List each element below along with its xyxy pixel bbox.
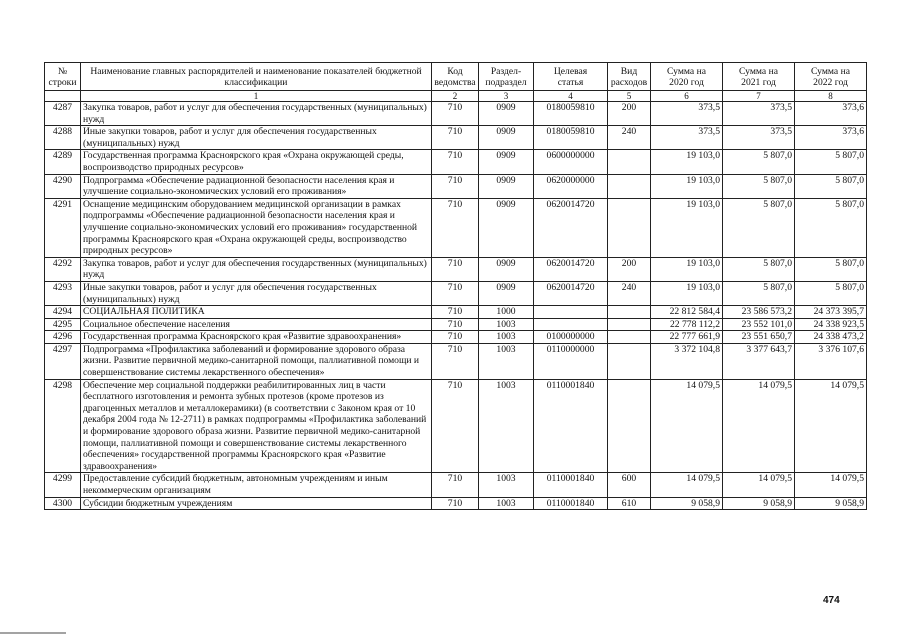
table-row [45, 174, 867, 198]
header-expense-kind: Вид расходов [608, 63, 651, 91]
row-sum-2022: 373,6 [795, 126, 867, 150]
row-expense-kind [608, 174, 651, 198]
row-section: 0909 [479, 102, 534, 126]
row-sum-2021: 3 377 643,7 [723, 343, 795, 379]
row-target-article: 0600000000 [534, 150, 608, 174]
row-expense-kind [608, 343, 651, 379]
row-sum-2022: 14 079,5 [795, 379, 867, 473]
row-section: 0909 [479, 198, 534, 257]
column-index: 6 [651, 91, 723, 102]
row-dept-code: 710 [432, 379, 479, 473]
row-sum-2021: 5 807,0 [723, 198, 795, 257]
row-sum-2021: 14 079,5 [723, 379, 795, 473]
row-sum-2021: 5 807,0 [723, 281, 795, 305]
row-target-article: 0620000000 [534, 174, 608, 198]
header-row-no: № строки [45, 63, 81, 91]
row-sum-2020: 19 103,0 [651, 257, 723, 281]
row-expense-kind: 600 [608, 473, 651, 497]
row-expense-kind: 240 [608, 126, 651, 150]
row-sum-2020: 373,5 [651, 102, 723, 126]
row-section: 1003 [479, 343, 534, 379]
row-dept-code: 710 [432, 102, 479, 126]
row-number: 4299 [45, 473, 81, 497]
row-expense-kind [608, 150, 651, 174]
header-dept-code: Код ведомства [432, 63, 479, 91]
table-row [45, 473, 867, 497]
row-name: Подпрограмма «Обеспечение радиационной безопасности населения края и улучшение социально-экономических условий его проживания» [81, 174, 432, 198]
row-sum-2020: 22 778 112,2 [651, 318, 723, 331]
row-target-article: 0110000000 [534, 343, 608, 379]
row-sum-2022: 9 058,9 [795, 497, 867, 510]
row-name: Подпрограмма «Профилактика заболеваний и формирование здорового образа жизни. Развитие первичной медико-санитарной помощи, паллиативной помощи и совершенствование системы лекарственного обеспечения» [81, 343, 432, 379]
row-sum-2020: 14 079,5 [651, 473, 723, 497]
row-dept-code: 710 [432, 281, 479, 305]
row-sum-2021: 373,5 [723, 102, 795, 126]
row-section: 0909 [479, 257, 534, 281]
row-sum-2020: 22 777 661,9 [651, 331, 723, 344]
header-sum-2022: Сумма на 2022 год [795, 63, 867, 91]
header-name: Наименование главных распорядителей и наименование показателей бюджетной классификации [81, 63, 432, 91]
row-section: 1000 [479, 306, 534, 319]
row-sum-2022: 373,6 [795, 102, 867, 126]
header-section: Раздел- подраздел [479, 63, 534, 91]
row-sum-2020: 19 103,0 [651, 281, 723, 305]
row-expense-kind: 240 [608, 281, 651, 305]
page-number: 474 [823, 595, 840, 606]
row-dept-code: 710 [432, 331, 479, 344]
row-dept-code: 710 [432, 198, 479, 257]
row-dept-code: 710 [432, 174, 479, 198]
row-name: Государственная программа Красноярского края «Охрана окружающей среды, воспроизводство природных ресурсов» [81, 150, 432, 174]
row-sum-2021: 14 079,5 [723, 473, 795, 497]
row-sum-2020: 19 103,0 [651, 150, 723, 174]
row-sum-2022: 5 807,0 [795, 150, 867, 174]
row-target-article: 0110001840 [534, 497, 608, 510]
header-target-article: Целевая статья [534, 63, 608, 91]
row-section: 0909 [479, 281, 534, 305]
row-sum-2022: 24 338 923,5 [795, 318, 867, 331]
table-row [45, 497, 867, 510]
row-expense-kind: 200 [608, 102, 651, 126]
row-section: 1003 [479, 473, 534, 497]
row-name: Иные закупки товаров, работ и услуг для обеспечения государственных (муниципальных) нужд [81, 126, 432, 150]
row-name: Оснащение медицинским оборудованием медицинской организации в рамках подпрограммы «Обеспечение радиационной безопасности населения края и улучшение социально-экономических условий его проживания» государственной программы Красноярского края «Охрана окружающей среды, воспроизводство природных ресурсов» [81, 198, 432, 257]
row-sum-2021: 9 058,9 [723, 497, 795, 510]
row-section: 0909 [479, 126, 534, 150]
table-header-row [45, 63, 867, 91]
row-number: 4290 [45, 174, 81, 198]
row-name: Закупка товаров, работ и услуг для обеспечения государственных (муниципальных) нужд [81, 257, 432, 281]
row-section: 0909 [479, 174, 534, 198]
row-target-article: 0620014720 [534, 198, 608, 257]
column-index: 1 [81, 91, 432, 102]
row-number: 4289 [45, 150, 81, 174]
table-row [45, 102, 867, 126]
row-sum-2022: 14 079,5 [795, 473, 867, 497]
row-sum-2022: 5 807,0 [795, 281, 867, 305]
row-sum-2020: 19 103,0 [651, 198, 723, 257]
header-sum-2021: Сумма на 2021 год [723, 63, 795, 91]
row-expense-kind: 610 [608, 497, 651, 510]
row-dept-code: 710 [432, 473, 479, 497]
column-index: 3 [479, 91, 534, 102]
row-name: Субсидии бюджетным учреждениям [81, 497, 432, 510]
row-number: 4297 [45, 343, 81, 379]
row-name: Иные закупки товаров, работ и услуг для обеспечения государственных (муниципальных) нужд [81, 281, 432, 305]
row-name: Обеспечение мер социальной поддержки реабилитированных лиц в части бесплатного изготовления и ремонта зубных протезов (кроме протезов из драгоценных металлов и металлокерамики) (в соответствии с Законом края от 10 декабря 2004 года № 12-2711) в рамках подпрограммы «Профилактика заболеваний и формирование здорового образа жизни. Развитие первичной медико-санитарной помощи, паллиативной помощи и совершенствование системы лекарственного обеспечения» государственной программы Красноярского края «Развитие здравоохранения» [81, 379, 432, 473]
row-sum-2020: 19 103,0 [651, 174, 723, 198]
row-target-article [534, 318, 608, 331]
scan-edge-mark [0, 632, 66, 634]
table-row [45, 306, 867, 319]
row-dept-code: 710 [432, 126, 479, 150]
row-section: 1003 [479, 318, 534, 331]
row-sum-2022: 5 807,0 [795, 198, 867, 257]
row-name: Государственная программа Красноярского края «Развитие здравоохранения» [81, 331, 432, 344]
row-sum-2021: 373,5 [723, 126, 795, 150]
row-number: 4295 [45, 318, 81, 331]
column-index: 7 [723, 91, 795, 102]
row-name: СОЦИАЛЬНАЯ ПОЛИТИКА [81, 306, 432, 319]
row-sum-2022: 24 338 473,2 [795, 331, 867, 344]
row-number: 4296 [45, 331, 81, 344]
budget-table-sheet [44, 62, 866, 510]
row-number: 4292 [45, 257, 81, 281]
column-index-row [45, 91, 867, 102]
row-expense-kind [608, 318, 651, 331]
row-name: Предоставление субсидий бюджетным, автономным учреждениям и иным некоммерческим организациям [81, 473, 432, 497]
row-sum-2020: 373,5 [651, 126, 723, 150]
row-sum-2021: 5 807,0 [723, 257, 795, 281]
row-dept-code: 710 [432, 150, 479, 174]
row-sum-2020: 22 812 584,4 [651, 306, 723, 319]
row-target-article: 0110001840 [534, 473, 608, 497]
row-dept-code: 710 [432, 306, 479, 319]
row-number: 4300 [45, 497, 81, 510]
row-dept-code: 710 [432, 257, 479, 281]
row-sum-2020: 9 058,9 [651, 497, 723, 510]
row-target-article: 0100000000 [534, 331, 608, 344]
budget-table [44, 62, 867, 510]
column-index: 5 [608, 91, 651, 102]
row-target-article: 0180059810 [534, 126, 608, 150]
row-dept-code: 710 [432, 497, 479, 510]
row-target-article: 0620014720 [534, 257, 608, 281]
row-sum-2021: 23 551 650,7 [723, 331, 795, 344]
column-index: 4 [534, 91, 608, 102]
row-expense-kind [608, 331, 651, 344]
row-expense-kind [608, 306, 651, 319]
row-dept-code: 710 [432, 343, 479, 379]
row-target-article: 0620014720 [534, 281, 608, 305]
row-number: 4293 [45, 281, 81, 305]
row-expense-kind: 200 [608, 257, 651, 281]
table-row [45, 331, 867, 344]
row-target-article: 0110001840 [534, 379, 608, 473]
row-dept-code: 710 [432, 318, 479, 331]
table-row [45, 343, 867, 379]
row-name: Социальное обеспечение населения [81, 318, 432, 331]
row-expense-kind [608, 379, 651, 473]
row-section: 1003 [479, 331, 534, 344]
row-expense-kind [608, 198, 651, 257]
column-index [45, 91, 81, 102]
table-row [45, 126, 867, 150]
row-sum-2020: 3 372 104,8 [651, 343, 723, 379]
row-sum-2021: 5 807,0 [723, 174, 795, 198]
row-number: 4291 [45, 198, 81, 257]
row-sum-2021: 23 586 573,2 [723, 306, 795, 319]
table-row [45, 150, 867, 174]
table-row [45, 379, 867, 473]
row-number: 4298 [45, 379, 81, 473]
table-row [45, 281, 867, 305]
row-sum-2021: 5 807,0 [723, 150, 795, 174]
row-section: 1003 [479, 379, 534, 473]
row-sum-2022: 5 807,0 [795, 257, 867, 281]
column-index: 8 [795, 91, 867, 102]
row-sum-2022: 24 373 395,7 [795, 306, 867, 319]
row-section: 1003 [479, 497, 534, 510]
row-section: 0909 [479, 150, 534, 174]
row-target-article: 0180059810 [534, 102, 608, 126]
row-sum-2022: 3 376 107,6 [795, 343, 867, 379]
table-row [45, 318, 867, 331]
column-index: 2 [432, 91, 479, 102]
row-sum-2021: 23 552 101,0 [723, 318, 795, 331]
table-row [45, 198, 867, 257]
row-sum-2020: 14 079,5 [651, 379, 723, 473]
row-number: 4288 [45, 126, 81, 150]
header-sum-2020: Сумма на 2020 год [651, 63, 723, 91]
row-target-article [534, 306, 608, 319]
table-body [45, 102, 867, 510]
row-number: 4287 [45, 102, 81, 126]
row-number: 4294 [45, 306, 81, 319]
row-sum-2022: 5 807,0 [795, 174, 867, 198]
table-row [45, 257, 867, 281]
row-name: Закупка товаров, работ и услуг для обеспечения государственных (муниципальных) нужд [81, 102, 432, 126]
